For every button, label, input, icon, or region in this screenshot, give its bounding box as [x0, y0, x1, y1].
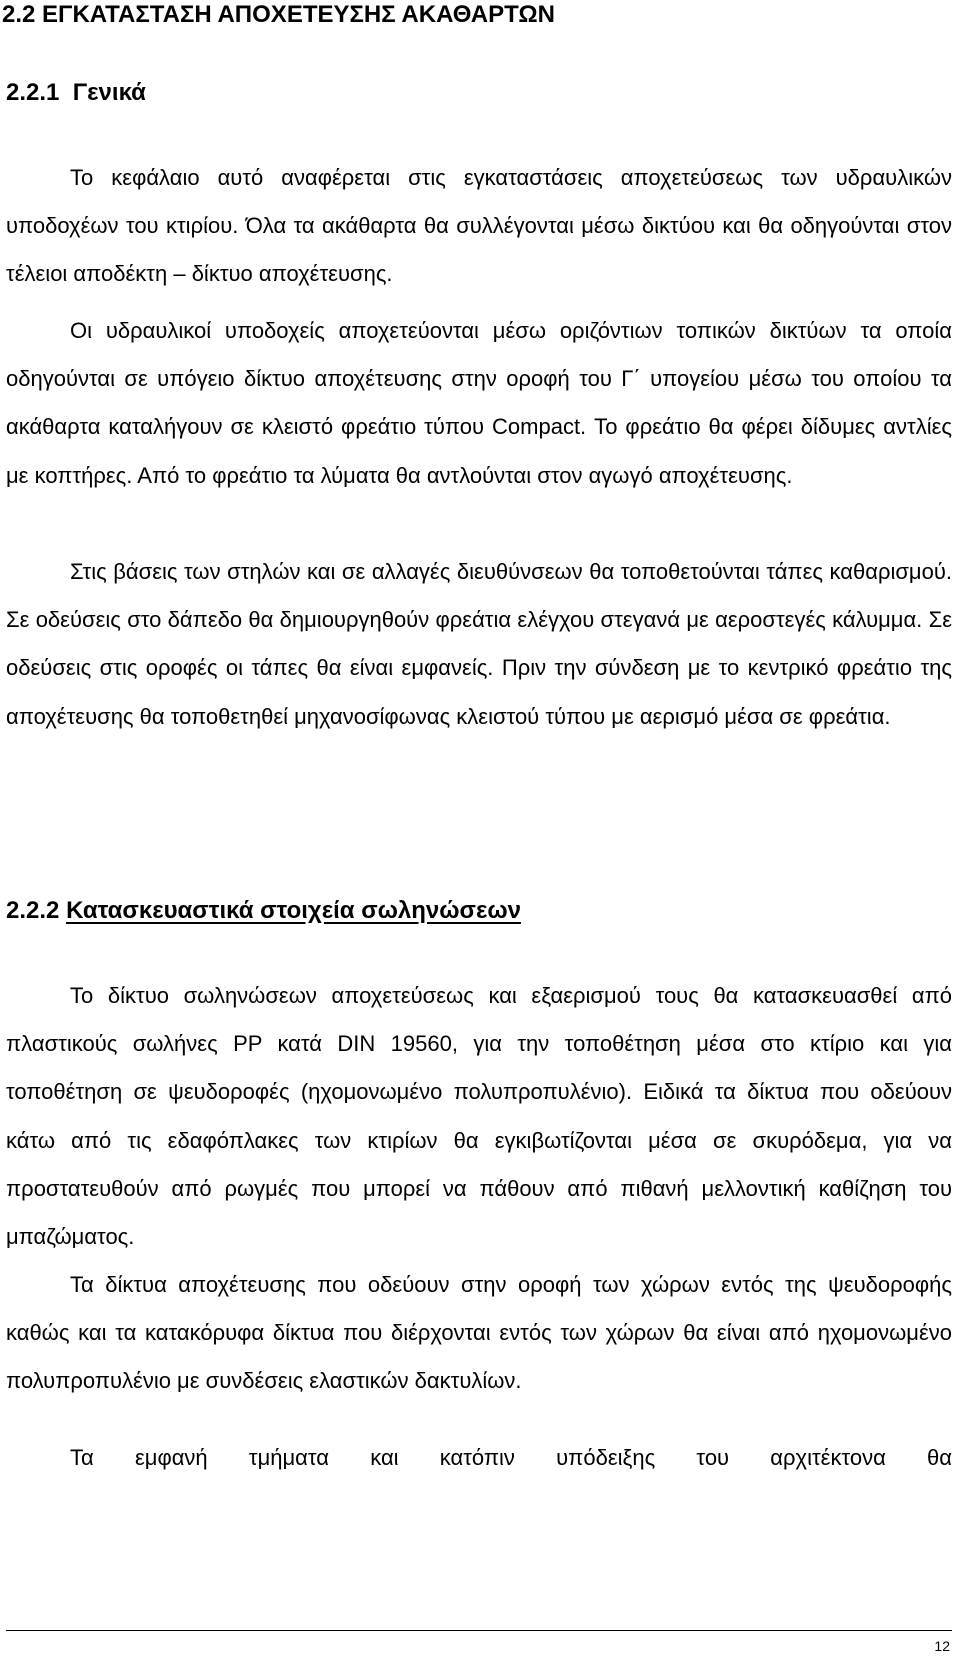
footer-divider	[6, 1630, 952, 1631]
page-number: 12	[934, 1638, 950, 1654]
subsection-number: 2.2.2	[6, 897, 60, 924]
section-heading: 2.2 ΕΓΚΑΤΑΣΤΑΣΗ ΑΠΟΧΕΤΕΥΣΗΣ ΑΚΑΘΑΡΤΩΝ	[2, 1, 555, 28]
subsection-title: Γενικά	[72, 79, 146, 106]
paragraph: Στις βάσεις των στηλών και σε αλλαγές διευθύνσεων θα τοποθετούνται τάπες καθαρισμού. Σε οδεύσεις στο δάπεδο θα δημιουργηθούν φρεάτια ελέγχου στεγανά με αεροστεγές κάλυμμα. Σε οδεύσεις στις οροφές οι τάπες θα είναι εμφανείς. Πριν την σύνδεση με το κεντρικό φρεάτιο της αποχέτευσης θα τοποθετηθεί μηχανοσίφωνας κλειστού τύπου με αερισμό μέσα σε φρεάτια.	[6, 559, 952, 729]
subsection-heading-general	[6, 78, 146, 108]
subsection-heading-construction	[6, 896, 521, 926]
paragraph: Οι υδραυλικοί υποδοχείς αποχετεύονται μέσω οριζόντιων τοπικών δικτύων τα οποία οδηγούνται σε υπόγειο δίκτυο αποχέτευσης στην οροφή του Γ΄ υπογείου μέσω του οποίου τα ακάθαρτα καταλήγουν σε κλειστό φρεάτιο τύπου Compact. Το φρεάτιο θα φέρει δίδυμες αντλίες με κοπτήρες. Από το φρεάτιο τα λύματα θα αντλούνται στον αγωγό αποχέτευσης.	[6, 318, 952, 488]
paragraph: Το δίκτυο σωληνώσεων αποχετεύσεως και εξαερισμού τους θα κατασκευασθεί από πλαστικούς σωλήνες PP κατά DIN 19560, για την τοποθέτηση μέσα στο κτίριο και για τοποθέτηση σε ψευδοροφές (ηχομονωμένο πολυπροπυλένιο). Ειδικά τα δίκτυα που οδεύουν κάτω από τις εδαφόπλακες των κτιρίων θα εγκιβωτίζονται μέσα σε σκυρόδεμα, για να προστατευθούν από ρωγμές που μπορεί να πάθουν από πιθανή μελλοντική καθίζηση του μπαζώματος.	[6, 983, 952, 1250]
subsection-title: Κατασκευαστικά στοιχεία σωληνώσεων	[66, 897, 521, 924]
paragraph: Τα δίκτυα αποχέτευσης που οδεύουν στην οροφή των χώρων εντός της ψευδοροφής καθώς και τα κατακόρυφα δίκτυα που διέρχονται εντός των χώρων θα είναι από ηχομονωμένο πολυπροπυλένιο με συνδέσεις ελαστικών δακτυλίων.	[6, 1272, 952, 1394]
paragraph: Το κεφάλαιο αυτό αναφέρεται στις εγκαταστάσεις αποχετεύσεως των υδραυλικών υποδοχέων του κτιρίου. Όλα τα ακάθαρτα θα συλλέγονται μέσω δικτύου και θα οδηγούνται στον τέλειοι αποδέκτη – δίκτυο αποχέτευσης.	[6, 165, 952, 287]
paragraph: Τα εμφανή τμήματα και κατόπιν υπόδειξης του αρχιτέκτονα θα	[70, 1445, 952, 1470]
subsection-number: 2.2.1	[6, 79, 60, 106]
